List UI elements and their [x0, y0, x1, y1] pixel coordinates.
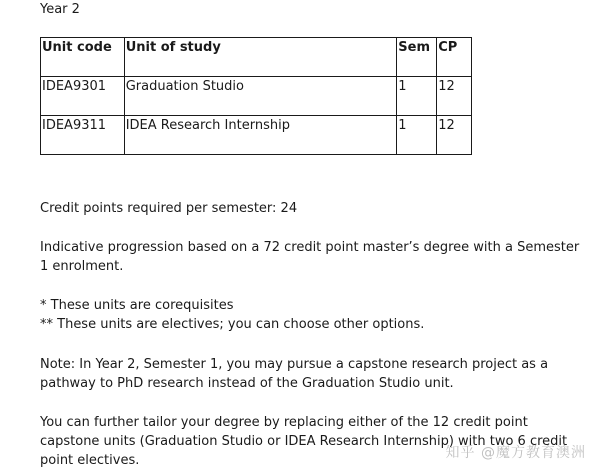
cell-sem: 1 — [397, 77, 437, 116]
table-header-row — [41, 38, 472, 77]
table-row — [41, 77, 472, 116]
units-table — [40, 37, 472, 155]
cell-sem: 1 — [397, 116, 437, 155]
header-cp: CP — [437, 38, 472, 77]
table-row — [41, 116, 472, 155]
cell-unit-code: IDEA9311 — [41, 116, 125, 155]
cell-unit-code: IDEA9301 — [41, 77, 125, 116]
cell-unit-of-study: IDEA Research Internship — [124, 116, 397, 155]
credit-points-text: Credit points required per semester: 24 — [40, 201, 298, 216]
year-heading: Year 2 — [40, 2, 80, 17]
tailor-degree-text: You can further tailor your degree by replacing either of the 12 credit point capstone units (Graduation Studio or IDEA Research Internship) with two 6 credit point electives. — [40, 415, 568, 468]
header-sem: Sem — [397, 38, 437, 77]
header-unit-of-study: Unit of study — [124, 38, 397, 77]
electives-note: ** These units are electives; you can choose other options. — [40, 317, 425, 332]
footnotes — [40, 296, 590, 334]
cell-unit-of-study: Graduation Studio — [124, 77, 397, 116]
indicative-progression-text: Indicative progression based on a 72 credit point master’s degree with a Semester 1 enrolment. — [40, 240, 580, 274]
corequisites-note: * These units are corequisites — [40, 298, 234, 313]
capstone-note-text: Note: In Year 2, Semester 1, you may pursue a capstone research project as a pathway to PhD research instead of the Graduation Studio unit. — [40, 357, 549, 391]
watermark: 知乎 @魔方教育澳洲 — [445, 445, 586, 461]
cell-cp: 12 — [437, 116, 472, 155]
header-unit-code: Unit code — [41, 38, 125, 77]
cell-cp: 12 — [437, 77, 472, 116]
